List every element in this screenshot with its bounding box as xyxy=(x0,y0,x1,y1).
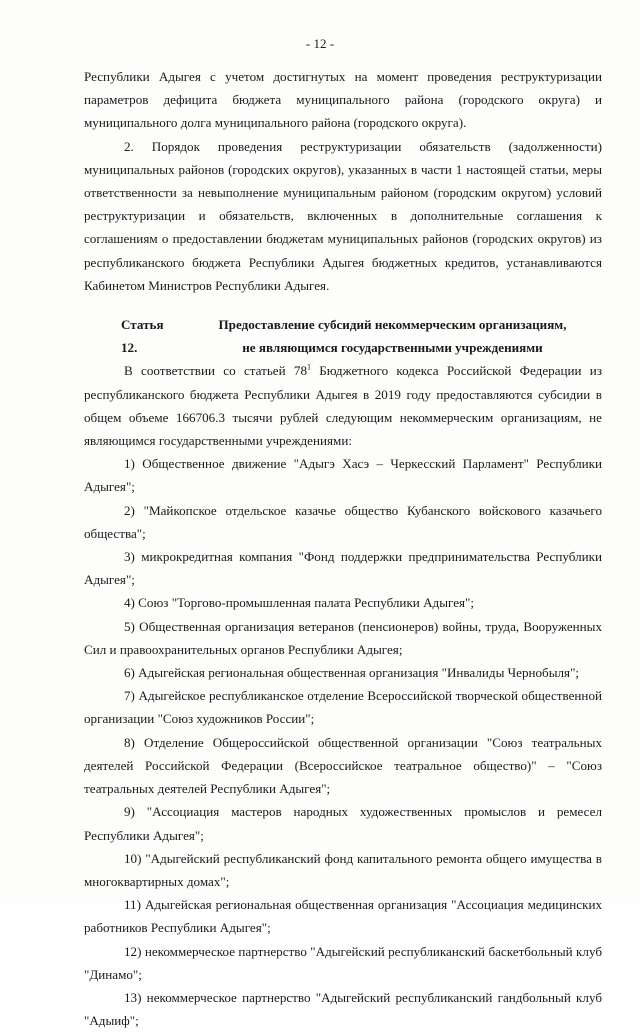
article-lead-paragraph xyxy=(84,359,602,452)
lead-superscript: 1 xyxy=(307,363,311,373)
article-title-line1: Предоставление субсидий некоммерческим организациям, xyxy=(218,317,567,333)
lead-text-before: В соответствии со статьей 78 xyxy=(124,363,307,379)
page-number: - 12 - xyxy=(305,36,335,51)
paragraph-intro-continuation: Республики Адыгея с учетом достигнутых на момент проведения реструктуризации параметров дефицита бюджета муниципального района (городского округа) и муниципального долга муниципального района (городского округа). xyxy=(84,69,602,131)
article-number: Статья 12. xyxy=(121,317,164,356)
list-item: 4) Союз "Торгово-промышленная палата Республики Адыгея"; xyxy=(124,595,475,611)
article-title-line2: не являющимся государственными учреждениями xyxy=(242,340,543,356)
list-item: 1) Общественное движение "Адыгэ Хасэ – Черкесский Парламент" Республики Адыгея"; xyxy=(84,456,602,495)
list-item: 7) Адыгейское республиканское отделение Всероссийской творческой общественной организации "Союз художников России"; xyxy=(84,688,602,727)
list-item: 12) некоммерческое партнерство "Адыгейский республиканский баскетбольный клуб "Динамо"; xyxy=(84,943,602,982)
article-title xyxy=(183,313,602,359)
list-item: 11) Адыгейская региональная общественная организация "Ассоциация медицинских работников Республики Адыгея"; xyxy=(84,897,602,936)
list-item: 3) микрокредитная компания "Фонд поддержки предпринимательства Республики Адыгея"; xyxy=(84,549,602,588)
document-body xyxy=(84,65,602,1032)
list-item: 13) некоммерческое партнерство "Адыгейский республиканский гандбольный клуб "Адыиф"; xyxy=(84,989,602,1029)
list-item: 6) Адыгейская региональная общественная организация "Инвалиды Чернобыля"; xyxy=(124,665,580,681)
list-item: 2) "Майкопское отдельское казачье общество Кубанского войскового казачьего общества"; xyxy=(84,502,602,541)
lead-text-after: Бюджетного кодекса Российской Федерации из республиканского бюджета Республики Адыгея в 2019 году предоставляются субсидии в общем объеме 166706.3 тысячи рублей следующим некоммерческим организациям, не являющимся государственными учреждениями: xyxy=(84,363,602,449)
list-item: 5) Общественная организация ветеранов (пенсионеров) войны, труда, Вооруженных Сил и правоохранительных органов Республики Адыгея; xyxy=(84,618,602,657)
list-item: 10) "Адыгейский республиканский фонд капитального ремонта общего имущества в многоквартирных домах"; xyxy=(84,850,602,889)
list-item: 8) Отделение Общероссийской общественной организации "Союз театральных деятелей Российской Федерации (Всероссийское театральное общество)" – "Союз театральных деятелей Республики Адыгея"; xyxy=(84,734,602,797)
list-item: 9) "Ассоциация мастеров народных художественных промыслов и ремесел Республики Адыгея"; xyxy=(84,804,602,843)
article-heading xyxy=(84,313,602,359)
paragraph-intro-part2: 2. Порядок проведения реструктуризации обязательств (задолженности) муниципальных районов (городских округов), указанных в части 1 настоящей статьи, меры ответственности за невыполнение муниципальным районом (городским округом) условий реструктуризации и обязательств, включенных в дополнительные соглашения к соглашениям о предоставлении бюджетам муниципальных районов (городских округов) из республиканского бюджета Республики Адыгея бюджетных кредитов, устанавливаются Кабинетом Министров Республики Адыгея. xyxy=(84,138,602,293)
